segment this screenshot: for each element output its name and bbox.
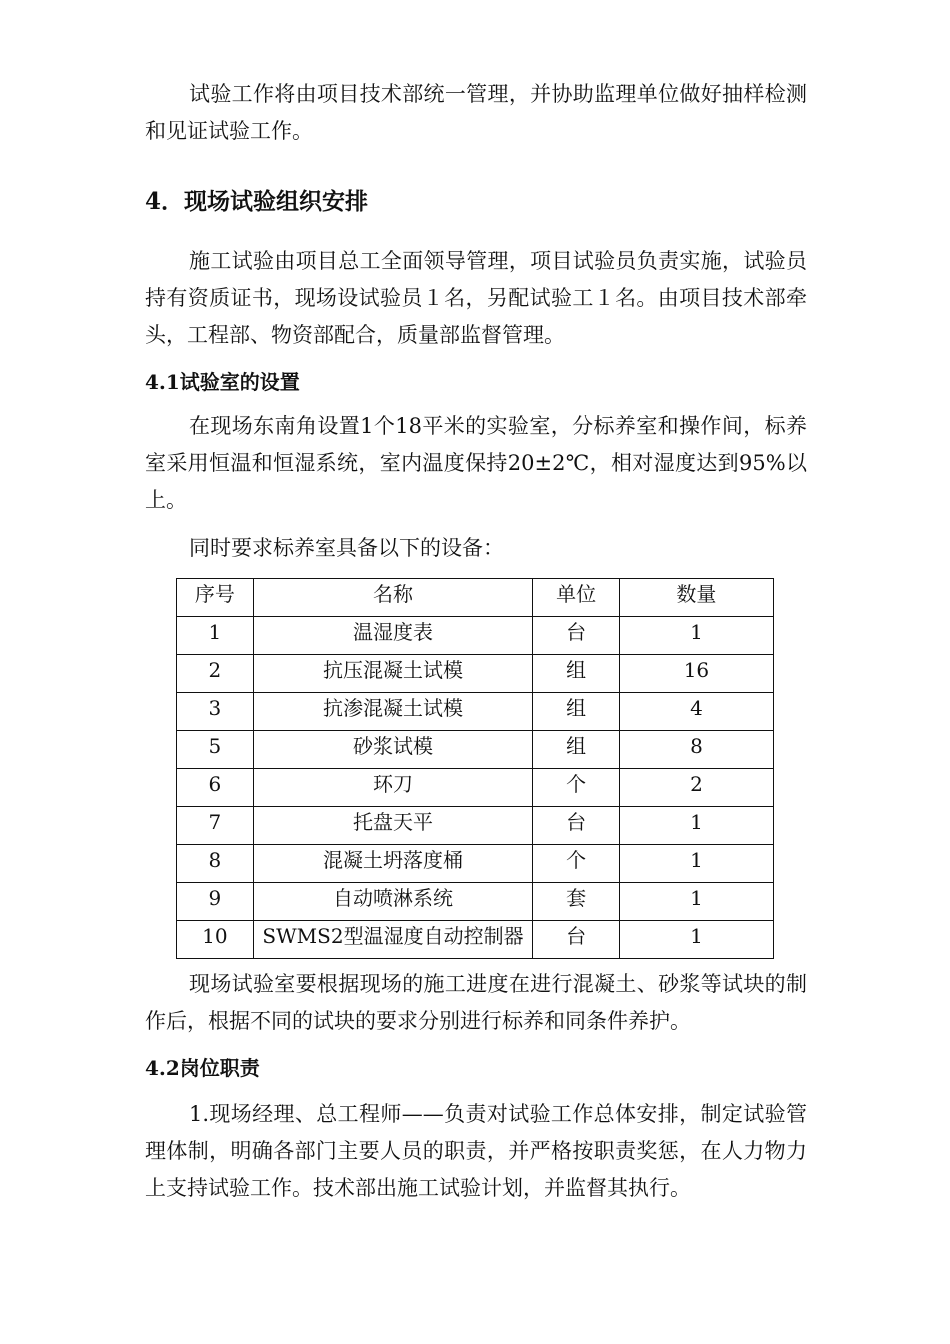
table-row [177, 655, 774, 693]
cell-name: 环刀 [253, 769, 533, 807]
section-4-1-heading: 4.1试验室的设置 [145, 370, 300, 394]
table-header-row [177, 579, 774, 617]
cell-index: 7 [177, 807, 254, 845]
header-quantity: 数量 [619, 579, 773, 617]
cell-quantity: 1 [619, 807, 773, 845]
header-name: 名称 [253, 579, 533, 617]
cell-index: 1 [177, 617, 254, 655]
cell-quantity: 1 [619, 921, 773, 959]
table-row [177, 921, 774, 959]
cell-quantity: 2 [619, 769, 773, 807]
table-row [177, 845, 774, 883]
cell-unit: 台 [533, 617, 620, 655]
intro-paragraph: 试验工作将由项目技术部统一管理，并协助监理单位做好抽样检测和见证试验工作。 [145, 82, 807, 143]
section-4-1-paragraph-1: 在现场东南角设置1个18平米的实验室，分标养室和操作间，标养室采用恒温和恒湿系统，室内温度保持20±2℃，相对湿度达到95%以上。 [145, 414, 807, 512]
cell-index: 5 [177, 731, 254, 769]
cell-index: 3 [177, 693, 254, 731]
cell-name: 抗压混凝土试模 [253, 655, 533, 693]
cell-name: 托盘天平 [253, 807, 533, 845]
section-4-2-paragraph-1: 1.现场经理、总工程师——负责对试验工作总体安排，制定试验管理体制，明确各部门主要人员的职责，并严格按职责奖惩，在人力物力上支持试验工作。技术部出施工试验计划，并监督其执行。 [145, 1102, 807, 1200]
cell-unit: 组 [533, 693, 620, 731]
cell-unit: 套 [533, 883, 620, 921]
section-4-heading: 4．现场试验组织安排 [145, 188, 369, 215]
cell-index: 9 [177, 883, 254, 921]
table-row [177, 807, 774, 845]
cell-unit: 台 [533, 807, 620, 845]
cell-index: 6 [177, 769, 254, 807]
cell-quantity: 16 [619, 655, 773, 693]
table-row [177, 883, 774, 921]
cell-unit: 个 [533, 769, 620, 807]
cell-quantity: 1 [619, 883, 773, 921]
table-row [177, 617, 774, 655]
cell-name: 抗渗混凝土试模 [253, 693, 533, 731]
cell-index: 2 [177, 655, 254, 693]
cell-quantity: 4 [619, 693, 773, 731]
cell-unit: 个 [533, 845, 620, 883]
cell-unit: 组 [533, 731, 620, 769]
cell-index: 10 [177, 921, 254, 959]
header-index: 序号 [177, 579, 254, 617]
cell-name: 自动喷淋系统 [253, 883, 533, 921]
section-4-1-paragraph-3: 现场试验室要根据现场的施工进度在进行混凝土、砂浆等试块的制作后，根据不同的试块的要求分别进行标养和同条件养护。 [145, 972, 807, 1033]
section-4-2-heading: 4.2岗位职责 [145, 1056, 260, 1080]
table-row [177, 769, 774, 807]
section-4-1-paragraph-2: 同时要求标养室具备以下的设备： [189, 536, 504, 560]
cell-name: SWMS2型温湿度自动控制器 [253, 921, 533, 959]
cell-name: 温湿度表 [253, 617, 533, 655]
cell-index: 8 [177, 845, 254, 883]
cell-unit: 组 [533, 655, 620, 693]
table-row [177, 731, 774, 769]
cell-name: 混凝土坍落度桶 [253, 845, 533, 883]
cell-unit: 台 [533, 921, 620, 959]
header-unit: 单位 [533, 579, 620, 617]
cell-quantity: 8 [619, 731, 773, 769]
table-row [177, 693, 774, 731]
cell-quantity: 1 [619, 845, 773, 883]
cell-quantity: 1 [619, 617, 773, 655]
cell-name: 砂浆试模 [253, 731, 533, 769]
section-4-paragraph: 施工试验由项目总工全面领导管理，项目试验员负责实施，试验员持有资质证书，现场设试验员１名，另配试验工１名。由项目技术部牵头，工程部、物资部配合，质量部监督管理。 [145, 249, 807, 347]
equipment-table [176, 578, 774, 959]
